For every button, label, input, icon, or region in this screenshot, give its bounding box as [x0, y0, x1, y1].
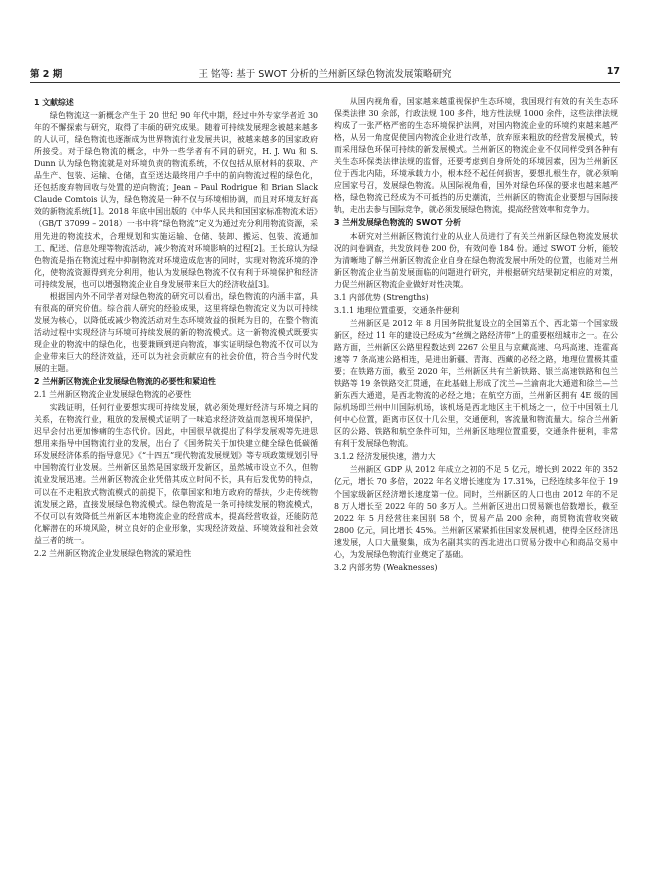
subsection-heading-3-2: 3.2 内部劣势 (Weaknesses): [334, 562, 438, 572]
left-column: [34, 96, 318, 561]
paragraph: 绿色物流这一新概念产生于 20 世纪 90 年代中期，经过中外专家学者近 30 年的不懈探索与研究，取得了丰硕的研究成果。随着可持续发展理念被越来越多的人认可，绿色物流也逐渐成为世界物流行业发展共识，被越来越多的国家政府所接受。对于绿色物流的概念，中外一些学者有不同的研究，H. J. Wu 和 S. Dunn 认为绿色物流就是对环境负责的物流系统，不仅包括从原材料的获取、产品生产、包装、运输、仓储，直至送达最终用户手中的前向物流过程的绿色化，还包括废弃物回收与处置的逆向物流；Jean – Paul Rodrigue 和 Brian Slack Claude Comtois 认为，绿色物流是一种不仅与环境相协调，而且对环境友好高效的新物流系统[1]。2018 年底中国出版的《中华人民共和国国家标准物流术语》（GB/T 37099 – 2018）一书中将“绿色物流”定义为通过充分利用物流资源，采用先进的物流技术，合理规划和实施运输、仓储、装卸、搬运、包装、流通加工、配送、信息处理等物流活动，减少物流对环境影响的过程[2]。王长琼认为绿色物流是指在物流过程中抑制物流对环境造成危害的同时，实现对物流环境的净化，使物流资源得到充分利用，他认为发展绿色物流不仅有利于环境保护和经济可持续发展，也可以增强物流企业自身发展带来巨大的经济收益[3]。: [34, 111, 318, 289]
paragraph: 兰州新区 GDP 从 2012 年成立之初的不足 5 亿元，增长到 2022 年的 352 亿元，增长 70 多倍，2022 年名义增长速度为 17.31%，已经连续多年位于 19 个国家级新区经济增长速度第一位。同时，兰州新区的人口也由 2012 年的不足 8 万人增长至 2022 年的 50 多万人。兰州新区进出口贸易额也倍数增长，截至 2022 年 5 月经营往来国别 58 个，贸易产品 200 余种，商贸物流营收突破 2800 亿元，同比增长 45%。兰州新区紧紧抓住国家发展机遇，使得全区经济迅速发展，人口大量聚集，成为名副其实的西北进出口贸易分拨中心和商品交易中心，为发展绿色物流行业奠定了基础。: [334, 465, 618, 559]
page-header: [30, 66, 620, 83]
subsection-heading-2-2: 2.2 兰州新区物流企业发展绿色物流的紧迫性: [34, 548, 192, 558]
subsection-heading-3-1-2: 3.1.2 经济发展快速，潜力大: [334, 452, 436, 462]
running-title: 王 铭等: 基于 SWOT 分析的兰州新区绿色物流发展策略研究: [198, 69, 452, 80]
page-number: 17: [606, 66, 620, 77]
paragraph: 从国内视角看，国家越来越重视保护生态环境，我国现行有效的有关生态环保类法律 30 余部，行政法规 100 多件，地方性法规 1000 余件，这些法律法规构成了一张严格严密的生态环境保护法网，对国内物流企业的环境约束越来越严格，从另一角度促使国内物流企业进行改革，放弃原来粗放的经营发展模式，转而采用绿色环保可持续的新发展模式。兰州新区的物流企业不仅同样受到各种有关生态环保类法律法规的监督，还要考虑到自身所处的环境因素，因为兰州新区位于西北内陆，环境承载力小，根本经不起任何损害，要想扎根生存，就必须响应国家号召，发展绿色物流。从国际视角看，国外对绿色环保的要求也越来越严格，绿色物流已经成为不可抵挡的历史潮流，兰州新区的物流企业要想与国际接轨，走出去参与国际竞争，就必须发展绿色物流，提高经营效率和竞争力。: [334, 97, 618, 215]
subsection-heading-2-1: 2.1 兰州新区物流企业发展绿色物流的必要性: [34, 390, 192, 400]
right-column: [334, 96, 618, 575]
section-heading-3: 3 兰州发展绿色物流的 SWOT 分析: [334, 218, 462, 228]
paragraph: 实践证明，任何行业要想实现可持续发展，就必须处理好经济与环境之间的关系，在物流行业，粗放的发展模式证明了一味追求经济效益而忽视环境保护，迟早会付出更加惨痛的生态代价。因此，中国很早就提出了科学发展观等先进思想用来指导中国物流行业的发展，出台了《国务院关于加快建立健全绿色低碳循环发展经济体系的指导意见》《“十四五”现代物流发展规划》等专项政策规划引导中国物流行业发展。兰州新区虽然是国家级开发新区，虽然城市设立不久，但物流业发展迅速。兰州新区物流企业凭借其成立时间不长，具有后发优势的特点，可以在不走粗放式物流模式的前提下，依靠国家和地方政府的帮扶，少走传统物流发展之路，直接发展绿色物流模式。绿色物流是一条可持续发展的物流模式，不仅可以有效降低兰州新区本地物流企业的经营成本，提高经营收益，还能防范化解潜在的环境风险，树立良好的企业形象，实现经济效益、环境效益和社会效益三者的统一。: [34, 403, 318, 545]
paragraph: 根据国内外不同学者对绿色物流的研究可以看出，绿色物流的内涵丰富，具有很高的研究价值。综合前人研究的经验成果，这里将绿色物流定义为以可持续发展为核心，以降低或减少物流活动对生态环境效益的损耗为目的，在整个物流活动过程中实现经济与环境可持续发展的新的物流模式。这一新物流模式既要实现企业的物流中的绿色化，也要兼顾到逆向物流，事实证明绿色物流不仅可以为企业带来巨大的经济效益，还可以为社会贡献应有的社会价值，符合当今时代发展的主题。: [34, 291, 318, 374]
subsection-heading-3-1: 3.1 内部优势 (Strengths): [334, 292, 429, 302]
paragraph: 兰州新区是 2012 年 8 月国务院批复设立的全国第五个、西北第一个国家级新区，经过 11 年的建设已经成为“丝绸之路经济带”上的重要枢纽城市之一。在公路方面，兰州新区公路里程数达到 2267 公里且与京藏高速、乌玛高速、连霍高速等 7 条高速公路相连，是进出新疆、青海、西藏的必经之路，地理位置极其重要；在铁路方面，截至 2020 年，兰州新区共有兰新铁路、银兰高速铁路和包兰铁路等 19 条铁路交汇贯通，在此基础上形成了沈兰—兰渝南北大通道和徐兰—兰新东西大通道，是西北物流的必经之地；在航空方面，兰州新区拥有 4E 级的国际机场即兰州中川国际机场，该机场是西北地区主干机场之一，位于中国领土几何中心位置，距离市区仅十几公里，交通便利，客流量和物流量大。综合兰州新区的公路、铁路和航空条件可知，兰州新区地理位置重要，交通条件便利，非常有利于发展绿色物流。: [334, 318, 618, 449]
paragraph: 本研究对兰州新区物流行业的从业人员进行了有关兰州新区绿色物流发展状况的问卷调查，共发放问卷 200 份，有效问卷 184 份。通过 SWOT 分析，能较为清晰地了解兰州新区物流企业自身在绿色物流发展中所处的位置，也能对兰州新区物流企业当前发展面临的问题进行研究，并根据研究结果制定相应的对策，力促兰州新区物流企业做好对性决策。: [334, 231, 618, 289]
subsection-heading-3-1-1: 3.1.1 地理位置重要，交通条件便利: [334, 305, 460, 315]
section-heading-1: 1 文献综述: [34, 98, 74, 107]
issue-label: 第 2 期: [30, 69, 63, 80]
section-heading-2: 2 兰州新区物流企业发展绿色物流的必要性和紧迫性: [34, 377, 216, 387]
